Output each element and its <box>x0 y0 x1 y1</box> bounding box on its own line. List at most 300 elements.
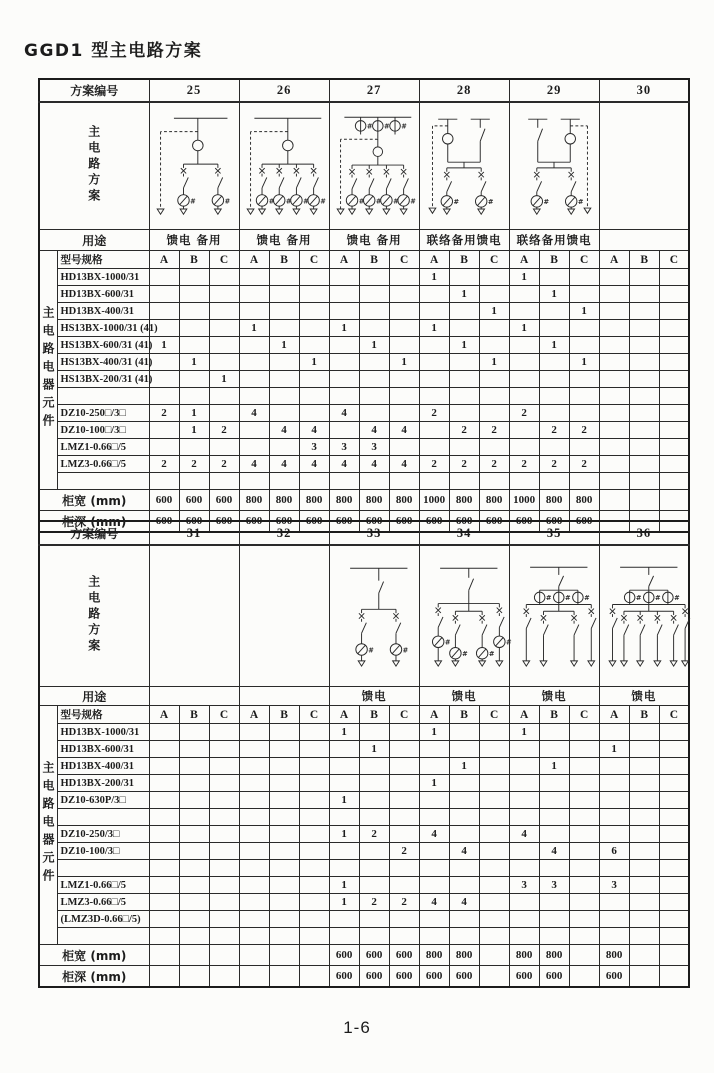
svg-text:#: # <box>303 197 309 206</box>
qty-cell <box>659 792 689 809</box>
depth-cell: 600 <box>359 966 389 988</box>
model-cell <box>57 860 149 877</box>
depth-cell: 600 <box>419 966 449 988</box>
qty-cell <box>509 792 539 809</box>
svg-text:#: # <box>384 122 390 131</box>
abc-header-cell: B <box>179 706 209 724</box>
qty-cell <box>449 877 479 894</box>
qty-cell <box>629 860 659 877</box>
qty-cell <box>149 354 179 371</box>
model-cell: HD13BX-200/31 <box>57 775 149 792</box>
qty-cell: 4 <box>299 422 329 439</box>
qty-cell <box>509 371 539 388</box>
qty-cell <box>269 269 299 286</box>
qty-cell <box>659 320 689 337</box>
qty-cell <box>659 473 689 490</box>
qty-cell <box>599 354 629 371</box>
qty-cell: 2 <box>359 894 389 911</box>
qty-cell <box>149 371 179 388</box>
abc-header-cell: B <box>539 706 569 724</box>
qty-cell: 1 <box>149 337 179 354</box>
qty-cell <box>359 792 389 809</box>
qty-cell <box>239 843 269 860</box>
qty-cell <box>299 371 329 388</box>
component-row <box>39 456 689 473</box>
depth-cell <box>209 966 239 988</box>
qty-cell <box>659 286 689 303</box>
qty-cell <box>179 843 209 860</box>
qty-cell <box>269 894 299 911</box>
width-cell <box>209 945 239 966</box>
qty-cell <box>539 911 569 928</box>
qty-cell <box>569 269 599 286</box>
scheme-number-cell: 27 <box>329 79 419 102</box>
qty-cell <box>389 405 419 422</box>
qty-cell <box>539 473 569 490</box>
qty-cell: 2 <box>569 456 599 473</box>
qty-cell <box>629 269 659 286</box>
qty-cell: 4 <box>299 456 329 473</box>
qty-cell <box>239 303 269 320</box>
qty-cell <box>449 809 479 826</box>
qty-cell <box>599 792 629 809</box>
qty-cell <box>539 860 569 877</box>
qty-cell <box>389 758 419 775</box>
qty-cell <box>569 809 599 826</box>
qty-cell: 2 <box>449 422 479 439</box>
depth-cell <box>659 966 689 988</box>
circuit-diagram-30 <box>599 102 689 230</box>
component-row <box>39 911 689 928</box>
qty-cell <box>209 388 239 405</box>
component-row <box>39 388 689 405</box>
qty-cell <box>539 303 569 320</box>
qty-cell <box>419 843 449 860</box>
qty-cell <box>299 724 329 741</box>
vertical-label-text: 主电路电器元件 <box>41 305 55 432</box>
qty-cell: 4 <box>419 894 449 911</box>
circuit-diagram-drawing <box>421 106 507 226</box>
qty-cell <box>149 860 179 877</box>
qty-cell <box>479 792 509 809</box>
qty-cell <box>329 337 359 354</box>
qty-cell <box>179 860 209 877</box>
abc-header-cell: A <box>149 251 179 269</box>
width-cell: 800 <box>569 490 599 511</box>
model-cell <box>57 809 149 826</box>
model-cell: HD13BX-400/31 <box>57 303 149 320</box>
qty-cell <box>299 894 329 911</box>
qty-cell <box>539 826 569 843</box>
qty-cell <box>659 388 689 405</box>
component-row <box>39 337 689 354</box>
circuit-diagram-26 <box>239 102 329 230</box>
qty-cell <box>419 371 449 388</box>
qty-cell <box>239 724 269 741</box>
qty-cell <box>269 405 299 422</box>
depth-cell: 600 <box>329 511 359 533</box>
depth-cell <box>629 966 659 988</box>
circuit-diagram-29 <box>509 102 599 230</box>
qty-cell <box>419 860 449 877</box>
component-row <box>39 826 689 843</box>
qty-cell: 4 <box>389 422 419 439</box>
qty-cell <box>449 860 479 877</box>
scheme-number-row <box>39 79 689 102</box>
qty-cell <box>599 758 629 775</box>
qty-cell: 1 <box>359 337 389 354</box>
qty-cell <box>509 758 539 775</box>
qty-cell <box>569 320 599 337</box>
model-cell: LMZ3-0.66□/5 <box>57 894 149 911</box>
component-row <box>39 809 689 826</box>
abc-header-cell: B <box>449 706 479 724</box>
qty-cell <box>419 928 449 945</box>
qty-cell: 2 <box>479 422 509 439</box>
width-cell: 800 <box>239 490 269 511</box>
width-cell: 800 <box>509 945 539 966</box>
width-cell: 800 <box>299 490 329 511</box>
qty-cell <box>479 860 509 877</box>
qty-cell: 1 <box>329 894 359 911</box>
circuit-diagram-35 <box>509 545 599 687</box>
qty-cell: 2 <box>389 894 419 911</box>
width-cell <box>629 490 659 511</box>
qty-cell <box>419 792 449 809</box>
qty-cell <box>359 286 389 303</box>
scheme-number-cell: 28 <box>419 79 509 102</box>
width-cell: 600 <box>179 490 209 511</box>
qty-cell <box>299 809 329 826</box>
scheme-number-cell: 25 <box>149 79 239 102</box>
qty-cell <box>359 371 389 388</box>
depth-cell: 600 <box>449 511 479 533</box>
scheme-number-cell: 32 <box>239 521 329 545</box>
qty-cell <box>209 439 239 456</box>
width-cell: 800 <box>539 490 569 511</box>
width-cell: 800 <box>449 490 479 511</box>
qty-cell <box>479 758 509 775</box>
qty-cell <box>359 269 389 286</box>
qty-cell <box>629 894 659 911</box>
depth-cell <box>479 966 509 988</box>
circuit-diagram-36 <box>599 545 689 687</box>
qty-cell <box>359 724 389 741</box>
qty-cell <box>269 928 299 945</box>
qty-cell: 3 <box>509 877 539 894</box>
circuit-diagram-drawing <box>601 550 687 682</box>
qty-cell <box>359 809 389 826</box>
qty-cell <box>479 286 509 303</box>
qty-cell: 2 <box>389 843 419 860</box>
qty-cell: 2 <box>179 456 209 473</box>
qty-cell <box>539 269 569 286</box>
page-title: GGD1 型主电路方案 <box>24 41 203 61</box>
qty-cell <box>359 877 389 894</box>
qty-cell <box>569 741 599 758</box>
qty-cell: 2 <box>209 422 239 439</box>
qty-cell: 4 <box>269 456 299 473</box>
depth-cell <box>239 966 269 988</box>
qty-cell <box>539 320 569 337</box>
diagram-row <box>39 545 689 687</box>
qty-cell: 4 <box>389 456 419 473</box>
depth-cell: 600 <box>389 966 419 988</box>
qty-cell <box>299 303 329 320</box>
qty-cell <box>389 303 419 320</box>
svg-text:#: # <box>506 638 512 647</box>
qty-cell <box>239 354 269 371</box>
model-cell: HD13BX-600/31 <box>57 286 149 303</box>
qty-cell <box>179 320 209 337</box>
qty-cell <box>389 775 419 792</box>
qty-cell <box>419 303 449 320</box>
qty-cell <box>329 843 359 860</box>
qty-cell <box>629 371 659 388</box>
qty-cell <box>149 724 179 741</box>
qty-cell <box>599 422 629 439</box>
qty-cell <box>299 269 329 286</box>
usage-cell: 馈电 <box>419 687 509 706</box>
qty-cell <box>209 724 239 741</box>
qty-cell <box>299 911 329 928</box>
circuit-diagram-drawing <box>241 106 327 226</box>
qty-cell <box>509 337 539 354</box>
svg-text:#: # <box>268 197 275 206</box>
qty-cell: 4 <box>269 422 299 439</box>
qty-cell <box>479 405 509 422</box>
qty-cell <box>599 405 629 422</box>
qty-cell <box>209 911 239 928</box>
component-row <box>39 775 689 792</box>
qty-cell: 2 <box>509 405 539 422</box>
qty-cell <box>329 860 359 877</box>
abc-header-cell: A <box>509 706 539 724</box>
qty-cell <box>629 439 659 456</box>
abc-header-cell: C <box>299 251 329 269</box>
qty-cell <box>179 894 209 911</box>
qty-cell <box>299 388 329 405</box>
qty-cell <box>359 388 389 405</box>
qty-cell <box>269 388 299 405</box>
qty-cell <box>239 826 269 843</box>
qty-cell <box>149 422 179 439</box>
qty-cell: 3 <box>359 439 389 456</box>
scheme-number-cell: 26 <box>239 79 329 102</box>
usage-row <box>39 687 689 706</box>
svg-text:#: # <box>445 638 451 647</box>
qty-cell <box>299 405 329 422</box>
qty-cell <box>449 473 479 490</box>
qty-cell <box>539 354 569 371</box>
qty-cell <box>179 303 209 320</box>
width-cell: 800 <box>539 945 569 966</box>
qty-cell <box>539 928 569 945</box>
circuit-diagram-28 <box>419 102 509 230</box>
qty-cell <box>479 320 509 337</box>
qty-cell <box>659 758 689 775</box>
qty-cell <box>239 741 269 758</box>
qty-cell <box>299 337 329 354</box>
circuit-diagram-drawing <box>331 106 417 226</box>
qty-cell <box>239 860 269 877</box>
qty-cell <box>539 371 569 388</box>
qty-cell <box>209 286 239 303</box>
qty-cell <box>209 826 239 843</box>
qty-cell <box>239 894 269 911</box>
scheme-table-31-36 <box>38 520 690 988</box>
width-cell <box>629 945 659 966</box>
qty-cell: 4 <box>449 894 479 911</box>
vertical-label-text: 主电路方案 <box>86 574 101 655</box>
usage-cell: 联络备用馈电 <box>419 230 509 251</box>
circuit-diagram-27 <box>329 102 419 230</box>
qty-cell <box>599 775 629 792</box>
width-cell: 600 <box>329 945 359 966</box>
qty-cell: 1 <box>569 354 599 371</box>
qty-cell <box>449 269 479 286</box>
depth-cell <box>569 966 599 988</box>
qty-cell <box>659 860 689 877</box>
abc-header-cell: B <box>359 251 389 269</box>
qty-cell: 3 <box>329 439 359 456</box>
model-cell: DZ10-100□/3□ <box>57 422 149 439</box>
svg-text:#: # <box>578 198 584 207</box>
model-cell: HD13BX-1000/31 <box>57 724 149 741</box>
abc-header-cell: C <box>659 706 689 724</box>
depth-cell: 600 <box>149 511 179 533</box>
cabinet-width-label: 柜宽 (mm) <box>39 490 149 511</box>
width-cell <box>179 945 209 966</box>
qty-cell <box>539 405 569 422</box>
model-cell: DZ10-250/3□ <box>57 826 149 843</box>
abc-header-cell: C <box>569 251 599 269</box>
qty-cell <box>149 269 179 286</box>
qty-cell <box>359 775 389 792</box>
svg-text:#: # <box>402 646 409 655</box>
qty-cell <box>479 741 509 758</box>
qty-cell: 2 <box>539 456 569 473</box>
qty-cell <box>149 473 179 490</box>
depth-cell: 600 <box>179 511 209 533</box>
svg-text:#: # <box>453 198 460 207</box>
qty-cell <box>299 758 329 775</box>
qty-cell <box>389 371 419 388</box>
qty-cell: 1 <box>539 758 569 775</box>
width-cell <box>269 945 299 966</box>
qty-cell <box>449 388 479 405</box>
qty-cell <box>479 843 509 860</box>
qty-cell: 4 <box>329 456 359 473</box>
qty-cell <box>269 826 299 843</box>
qty-cell <box>269 775 299 792</box>
model-cell: LMZ1-0.66□/5 <box>57 439 149 456</box>
qty-cell <box>599 724 629 741</box>
qty-cell <box>599 371 629 388</box>
model-cell: HD13BX-600/31 <box>57 741 149 758</box>
usage-label: 用途 <box>39 230 149 251</box>
qty-cell <box>239 337 269 354</box>
qty-cell <box>149 928 179 945</box>
qty-cell: 2 <box>569 422 599 439</box>
qty-cell <box>239 473 269 490</box>
qty-cell <box>239 775 269 792</box>
qty-cell: 1 <box>419 724 449 741</box>
qty-cell <box>389 741 419 758</box>
qty-cell <box>389 860 419 877</box>
usage-cell: 馈电 备用 <box>239 230 329 251</box>
qty-cell: 1 <box>209 371 239 388</box>
qty-cell <box>539 894 569 911</box>
svg-text:#: # <box>674 593 680 602</box>
qty-cell: 2 <box>539 422 569 439</box>
cabinet-width-label: 柜宽 (mm) <box>39 945 149 966</box>
qty-cell <box>329 303 359 320</box>
abc-header-cell: B <box>629 706 659 724</box>
qty-cell: 2 <box>419 456 449 473</box>
qty-cell <box>149 809 179 826</box>
qty-cell <box>179 911 209 928</box>
qty-cell <box>149 911 179 928</box>
width-cell <box>599 490 629 511</box>
component-row <box>39 405 689 422</box>
vertical-label-text: 主电路电器元件 <box>41 760 55 887</box>
qty-cell <box>359 928 389 945</box>
qty-cell <box>569 911 599 928</box>
qty-cell <box>209 303 239 320</box>
qty-cell <box>209 758 239 775</box>
qty-cell <box>239 269 269 286</box>
qty-cell <box>209 877 239 894</box>
qty-cell <box>629 826 659 843</box>
qty-cell <box>179 439 209 456</box>
qty-cell <box>569 371 599 388</box>
qty-cell: 1 <box>299 354 329 371</box>
model-spec-row <box>39 251 689 269</box>
qty-cell <box>629 877 659 894</box>
qty-cell: 1 <box>329 877 359 894</box>
depth-cell: 600 <box>599 966 629 988</box>
qty-cell <box>419 439 449 456</box>
qty-cell <box>389 388 419 405</box>
qty-cell <box>419 809 449 826</box>
component-row <box>39 303 689 320</box>
qty-cell <box>209 792 239 809</box>
width-cell: 800 <box>359 490 389 511</box>
qty-cell <box>629 758 659 775</box>
qty-cell: 1 <box>419 775 449 792</box>
qty-cell <box>359 405 389 422</box>
qty-cell <box>539 792 569 809</box>
abc-header-cell: B <box>179 251 209 269</box>
svg-text:#: # <box>488 650 495 659</box>
qty-cell <box>329 758 359 775</box>
qty-cell <box>359 303 389 320</box>
qty-cell <box>599 286 629 303</box>
qty-cell <box>179 928 209 945</box>
abc-header-cell: A <box>509 251 539 269</box>
usage-cell: 馈电 <box>599 687 689 706</box>
qty-cell <box>299 286 329 303</box>
qty-cell <box>179 388 209 405</box>
svg-text:#: # <box>224 197 231 206</box>
model-cell: HS13BX-1000/31 (41) <box>57 320 149 337</box>
qty-cell <box>179 741 209 758</box>
qty-cell <box>209 809 239 826</box>
qty-cell <box>659 724 689 741</box>
depth-cell: 600 <box>509 966 539 988</box>
qty-cell <box>329 388 359 405</box>
